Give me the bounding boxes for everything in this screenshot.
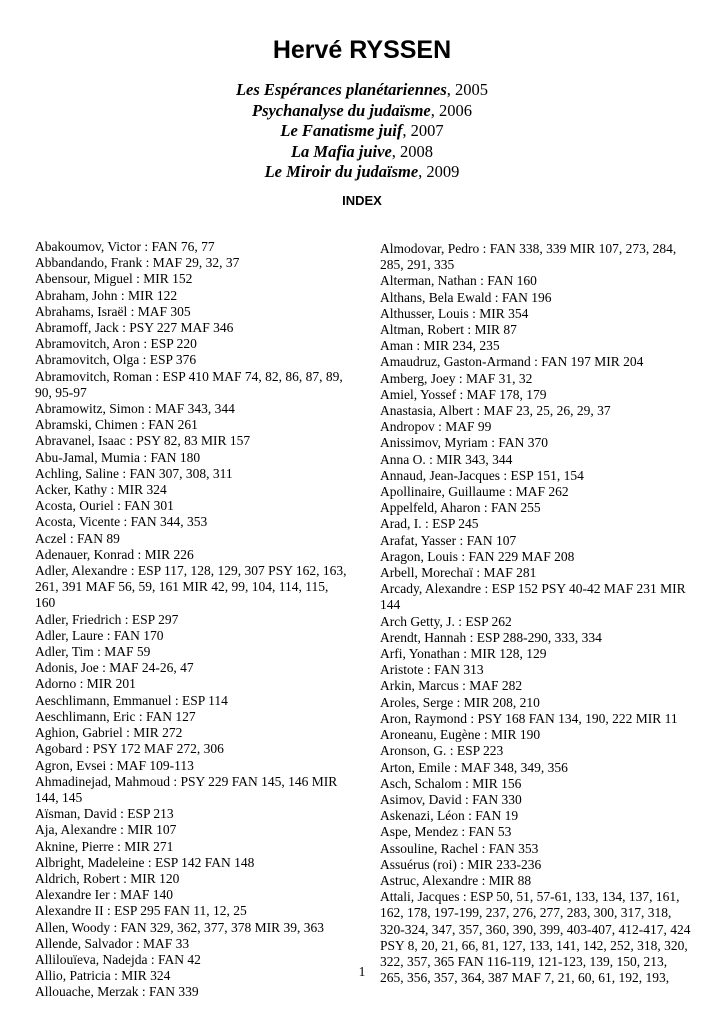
index-entry: Adler, Laure : FAN 170 <box>35 627 164 643</box>
index-entry: Abramovitch, Aron : ESP 220 <box>35 336 197 352</box>
index-entry: Aczel : FAN 89 <box>35 530 120 546</box>
book-year: , 2006 <box>430 100 472 120</box>
index-entry: Abbandando, Frank : MAF 29, 32, 37 <box>35 255 240 271</box>
index-entry: Asimov, David : FAN 330 <box>380 791 522 807</box>
book-title: Le Fanatisme juif <box>280 121 403 140</box>
index-entry: Arafat, Yasser : FAN 107 <box>380 532 517 548</box>
index-entry: Almodovar, Pedro : FAN 338, 339 MIR 107, 273, 284, 285, 291, 335 <box>380 241 677 273</box>
book-title: Les Espérances planétariennes <box>235 80 447 99</box>
document-title: Hervé RYSSEN <box>272 36 452 64</box>
index-column-left <box>35 239 347 1001</box>
index-entry: Aronson, G. : ESP 223 <box>380 743 504 759</box>
index-heading: INDEX <box>342 193 382 208</box>
index-entry: Amiel, Yossef : MAF 178, 179 <box>380 386 547 402</box>
page-number: 1 <box>358 964 366 979</box>
index-entry: Aeschlimann, Eric : FAN 127 <box>35 708 196 724</box>
index-entry: Adler, Tim : MAF 59 <box>35 644 151 660</box>
index-entry: Ahmadinejad, Mahmoud : PSY 229 FAN 145, 146 MIR 144, 145 <box>35 773 338 805</box>
index-entry: Althusser, Louis : MIR 354 <box>380 305 529 321</box>
index-entry: Abramoff, Jack : PSY 227 MAF 346 <box>35 320 234 336</box>
index-entry: Anna O. : MIR 343, 344 <box>380 451 513 467</box>
index-entry: Adorno : MIR 201 <box>35 676 136 692</box>
index-entry: Aïsman, David : ESP 213 <box>35 806 174 822</box>
index-entry: Arcady, Alexandre : ESP 152 PSY 40-42 MAF 231 MIR 144 <box>380 581 686 613</box>
index-entry: Arbell, Morechaï : MAF 281 <box>380 565 537 581</box>
book-title: Psychanalyse du judaïsme <box>251 100 431 120</box>
index-entry: Assouline, Rachel : FAN 353 <box>380 840 539 856</box>
index-entry: Agron, Evsei : MAF 109-113 <box>35 757 194 773</box>
index-entry: Althans, Bela Ewald : FAN 196 <box>380 289 552 305</box>
index-column-right <box>380 241 692 986</box>
index-entry: Aroles, Serge : MIR 208, 210 <box>380 694 540 710</box>
index-entry: Aman : MIR 234, 235 <box>380 338 500 354</box>
index-entry: Assuérus (roi) : MIR 233-236 <box>380 856 542 872</box>
book-line <box>0 80 724 101</box>
index-entry: Agobard : PSY 172 MAF 272, 306 <box>35 741 224 757</box>
index-entry: Acosta, Vicente : FAN 344, 353 <box>35 514 208 530</box>
index-entry: Abravanel, Isaac : PSY 82, 83 MIR 157 <box>35 433 251 449</box>
index-entry: Alexandre II : ESP 295 FAN 11, 12, 25 <box>35 903 247 919</box>
index-entry: Abramovitch, Roman : ESP 410 MAF 74, 82, 86, 87, 89, 90, 95-97 <box>35 368 343 400</box>
book-year: , 2009 <box>418 162 460 181</box>
index-entry: Aristote : FAN 313 <box>380 662 484 678</box>
index-entry: Adler, Alexandre : ESP 117, 128, 129, 307 PSY 162, 163, 261, 391 MAF 56, 59, 161 MIR 42, 99, 104, 114, 115, 160 <box>35 563 347 611</box>
index-entry: Alexandre Ier : MAF 140 <box>35 887 173 903</box>
index-entry: Albright, Madeleine : ESP 142 FAN 148 <box>35 854 255 870</box>
index-entry: Aeschlimann, Emmanuel : ESP 114 <box>35 692 228 708</box>
index-entry: Aroneanu, Eugène : MIR 190 <box>380 727 541 743</box>
index-entry: Amberg, Joey : MAF 31, 32 <box>380 370 533 386</box>
index-entry: Apollinaire, Guillaume : MAF 262 <box>380 484 569 500</box>
index-entry: Abraham, John : MIR 122 <box>35 287 178 303</box>
index-entry: Asch, Schalom : MIR 156 <box>380 775 522 791</box>
index-entry: Aknine, Pierre : MIR 271 <box>35 838 174 854</box>
index-entry: Arad, I. : ESP 245 <box>380 516 479 532</box>
index-entry: Alterman, Nathan : FAN 160 <box>380 273 537 289</box>
index-entry: Aragon, Louis : FAN 229 MAF 208 <box>380 548 575 564</box>
index-entry: Anastasia, Albert : MAF 23, 25, 26, 29, 37 <box>380 403 611 419</box>
index-entry: Arch Getty, J. : ESP 262 <box>380 613 512 629</box>
book-year: , 2005 <box>446 80 489 99</box>
index-entry: Allilouïeva, Nadejda : FAN 42 <box>35 951 201 967</box>
index-entry: Abu-Jamal, Mumia : FAN 180 <box>35 449 201 465</box>
index-entry: Abramowitz, Simon : MAF 343, 344 <box>35 401 235 417</box>
index-entry: Adler, Friedrich : ESP 297 <box>35 611 179 627</box>
index-entry: Arkin, Marcus : MAF 282 <box>380 678 523 694</box>
index-entry: Arton, Emile : MAF 348, 349, 356 <box>380 759 568 775</box>
book-year: , 2008 <box>391 141 434 161</box>
index-entry: Arfi, Yonathan : MIR 128, 129 <box>380 646 547 662</box>
index-entry: Abramovitch, Olga : ESP 376 <box>35 352 197 368</box>
index-entry: Anissimov, Myriam : FAN 370 <box>380 435 549 451</box>
book-title: La Mafia juive <box>290 141 392 161</box>
index-entry: Aja, Alexandre : MIR 107 <box>35 822 177 838</box>
index-entry: Altman, Robert : MIR 87 <box>380 322 517 338</box>
index-entry: Abramski, Chimen : FAN 261 <box>35 417 198 433</box>
index-entry: Allio, Patricia : MIR 324 <box>35 968 171 984</box>
index-entry: Andropov : MAF 99 <box>380 419 492 435</box>
book-list <box>0 80 724 183</box>
index-entry: Allende, Salvador : MAF 33 <box>35 935 190 951</box>
index-entry: Abensour, Miguel : MIR 152 <box>35 271 193 287</box>
index-entry: Achling, Saline : FAN 307, 308, 311 <box>35 465 233 481</box>
index-entry: Aghion, Gabriel : MIR 272 <box>35 725 183 741</box>
index-entry: Acosta, Ouriel : FAN 301 <box>35 498 174 514</box>
index-entry: Appelfeld, Aharon : FAN 255 <box>380 500 541 516</box>
book-line <box>0 162 724 183</box>
book-line <box>0 121 724 142</box>
index-entry: Adonis, Joe : MAF 24-26, 47 <box>35 660 194 676</box>
index-entry: Acker, Kathy : MIR 324 <box>35 482 167 498</box>
index-entry: Attali, Jacques : ESP 50, 51, 57-61, 133, 134, 137, 161, 162, 178, 197-199, 237, 276, 277, 283, 300, 317, 318, 320-324, 347, 357, 360, 390, 399, 403-407, 412-417, 424 PSY 8, 20, 21, 66, 81, 127, 133, 141, 142, 252, 318, 320, 322, 357, 365 FAN 116-119, 121-123, 139, 150, 213, 265, 356, 357, 364, 387 MAF 7, 21, 60, 61, 192, 193, <box>380 889 691 986</box>
index-entry: Aron, Raymond : PSY 168 FAN 134, 190, 222 MIR 11 <box>380 710 678 726</box>
index-entry: Askenazi, Léon : FAN 19 <box>380 808 519 824</box>
book-year: , 2007 <box>402 121 444 140</box>
index-entry: Aldrich, Robert : MIR 120 <box>35 870 180 886</box>
index-entry: Adenauer, Konrad : MIR 226 <box>35 546 194 562</box>
index-entry: Allen, Woody : FAN 329, 362, 377, 378 MIR 39, 363 <box>35 919 325 935</box>
index-entry: Arendt, Hannah : ESP 288-290, 333, 334 <box>380 629 602 645</box>
index-entry: Astruc, Alexandre : MIR 88 <box>380 872 532 888</box>
book-title: Le Miroir du judaïsme <box>264 162 419 181</box>
index-entry: Abakoumov, Victor : FAN 76, 77 <box>35 239 215 254</box>
index-entry: Amaudruz, Gaston-Armand : FAN 197 MIR 204 <box>380 354 644 370</box>
index-entry: Allouache, Merzak : FAN 339 <box>35 984 199 1000</box>
index-entry: Abrahams, Israël : MAF 305 <box>35 303 191 319</box>
book-line <box>0 101 724 122</box>
book-line <box>0 142 724 163</box>
index-entry: Aspe, Mendez : FAN 53 <box>380 824 512 840</box>
index-entry: Annaud, Jean-Jacques : ESP 151, 154 <box>380 467 584 483</box>
